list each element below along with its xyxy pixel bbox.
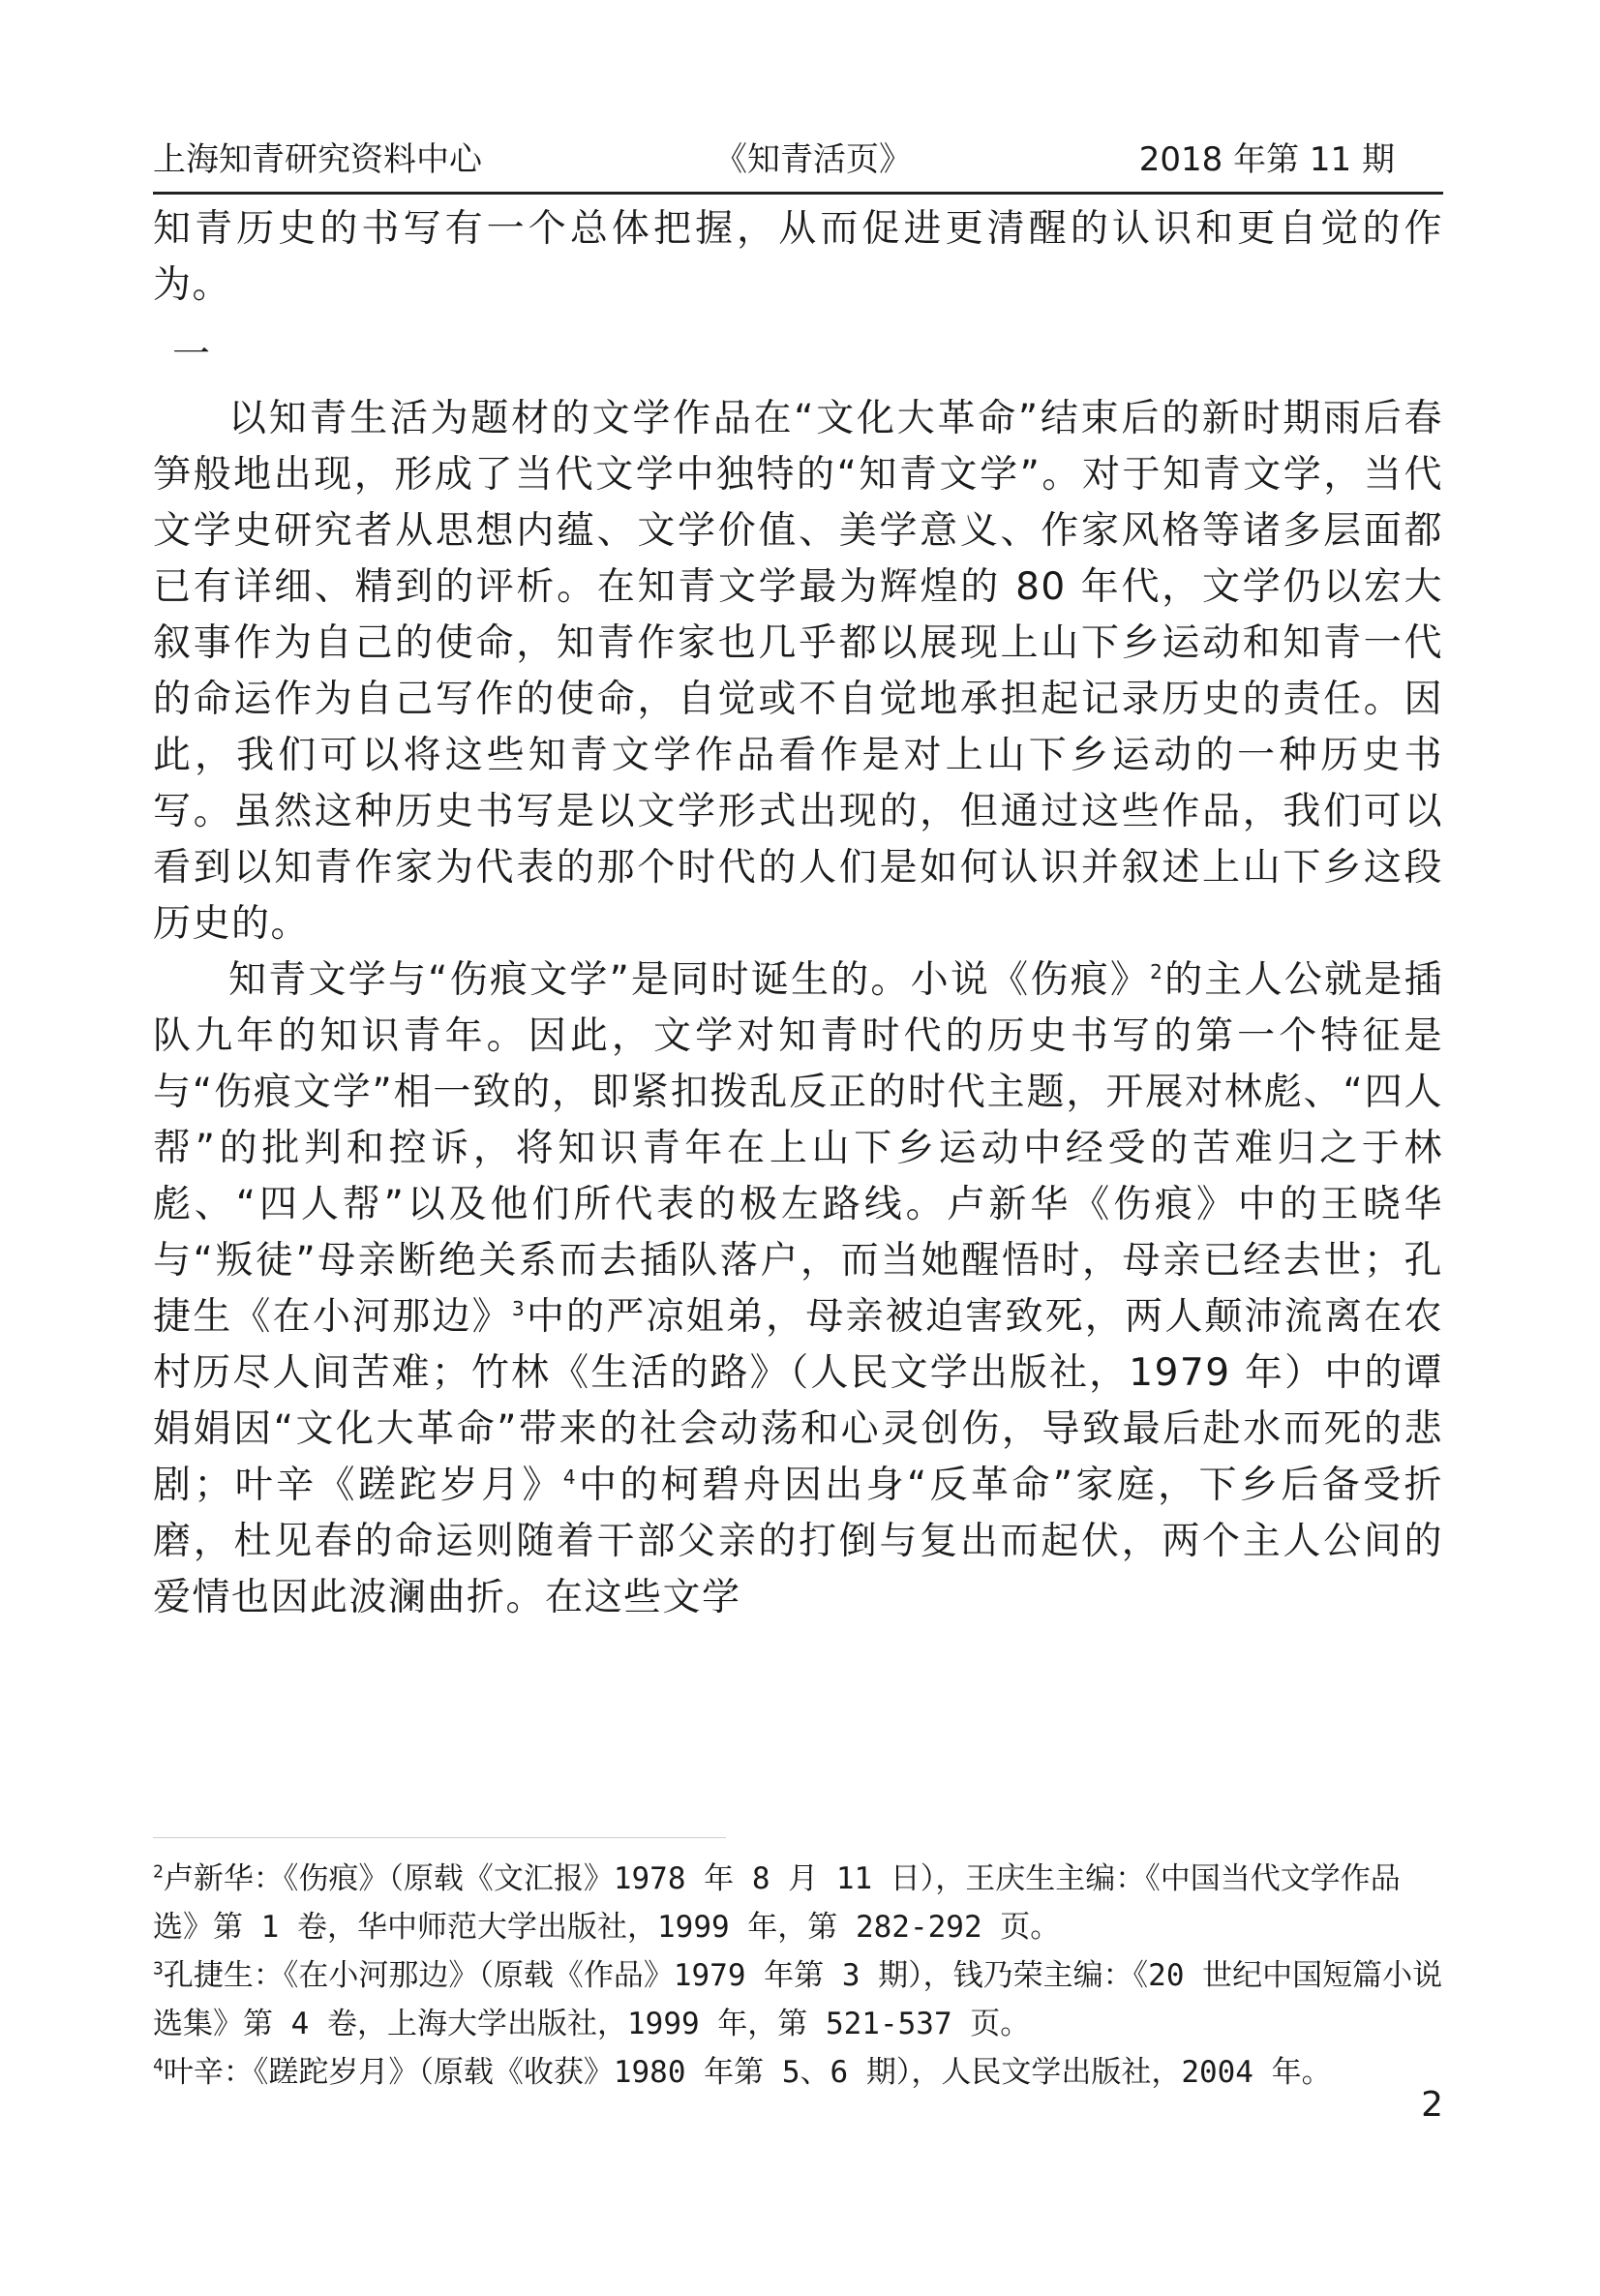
header-issue: 2018 年第 11 期	[1138, 140, 1395, 179]
section-heading: 一	[172, 333, 212, 377]
paragraph-2-text: 的主人公就是插队九年的知识青年。因此，文学对知青时代的历史书写的第一个特征是与“伤痕文学”相一致的，即紧扣拨乱反正的时代主题，开展对林彪、“四人帮”的批判和控诉，将知识青年在上山下乡运动中经受的苦难归之于林彪、“四人帮”以及他们所代表的极左路线。卢新华《伤痕》中的王晓华与“叛徒”母亲断绝关系而去插队落户，而当她醒悟时，母亲已经去世；孔捷生《在小河那边》	[153, 958, 1443, 1339]
paragraph-1: 以知青生活为题材的文学作品在“文化大革命”结束后的新时期雨后春笋般地出现，形成了当代文学中独特的“知青文学”。对于知青文学，当代文学史研究者从思想内蕴、文学价值、美学意义、作家风格等诸多层面都已有详细、精到的评析。在知青文学最为辉煌的 80 年代，文学仍以宏大叙事作为自己的使命，知青作家也几乎都以展现上山下乡运动和知青一代的命运作为自己写作的使命，自觉或不自觉地承担起记录历史的责任。因此，我们可以将这些知青文学作品看作是对上山下乡运动的一种历史书写。虽然这种历史书写是以文学形式出现的，但通过这些作品，我们可以看到以知青作家为代表的那个时代的人们是如何认识并叙述上山下乡这段历史的。	[153, 397, 1443, 946]
footnote-ref-4: 4	[562, 1465, 578, 1489]
footnote-3	[153, 1951, 1443, 2048]
footnote-ref-3: 3	[511, 1297, 527, 1320]
continuation-paragraph: 知青历史的书写有一个总体把握，从而促进更清醒的认识和更自觉的作为。	[153, 207, 1443, 307]
footnotes	[153, 1855, 1443, 2097]
main-text	[153, 201, 1443, 1626]
footnote-4	[153, 2048, 1443, 2097]
footnote-2	[153, 1855, 1443, 1951]
header-organization: 上海知青研究资料中心	[153, 140, 482, 179]
paragraph-2-text: 中的严凉姐弟，母亲被迫害致死，两人颠沛流离在农村历尽人间苦难；竹林《生活的路》（人民文学出版社，1979 年）中的谭娟娟因“文化大革命”带来的社会动荡和心灵创伤，导致最后赴水而死的悲剧；叶辛《蹉跎岁月》	[153, 1295, 1443, 1507]
footnote-ref-2: 2	[1150, 960, 1164, 983]
footnote-number: 3	[153, 1958, 164, 1979]
paragraph-2	[153, 952, 1443, 1626]
footnote-text: 卢新华：《伤痕》（原载《文汇报》1978 年 8 月 11 日），王庆生主编：《中国当代文学作品选》第 1 卷，华中师范大学出版社，1999 年，第 282-292 页。	[153, 1861, 1401, 1945]
footnote-number: 4	[153, 2055, 164, 2076]
paragraph-2-text: 知青文学与“伤痕文学”是同时诞生的。小说《伤痕》	[228, 958, 1151, 1002]
footnote-text: 孔捷生：《在小河那边》（原载《作品》1979 年第 3 期），钱乃荣主编：《20 世纪中国短篇小说选集》第 4 卷，上海大学出版社，1999 年，第 521-537 页。	[153, 1958, 1443, 2041]
footnote-separator	[153, 1837, 726, 1838]
paragraph-2-text: 中的柯碧舟因出身“反革命”家庭，下乡后备受折磨，杜见春的命运则随着干部父亲的打倒与复出而起伏，两个主人公间的爱情也因此波澜曲折。在这些文学	[153, 1464, 1443, 1619]
footnote-number: 2	[153, 1861, 164, 1883]
header-publication-title: 《知青活页》	[714, 140, 912, 179]
footnote-text: 叶辛：《蹉跎岁月》（原载《收获》1980 年第 5、6 期），人民文学出版社，2004 年。	[163, 2055, 1332, 2090]
page-header	[153, 136, 1443, 195]
page-number: 2	[1421, 2085, 1443, 2125]
